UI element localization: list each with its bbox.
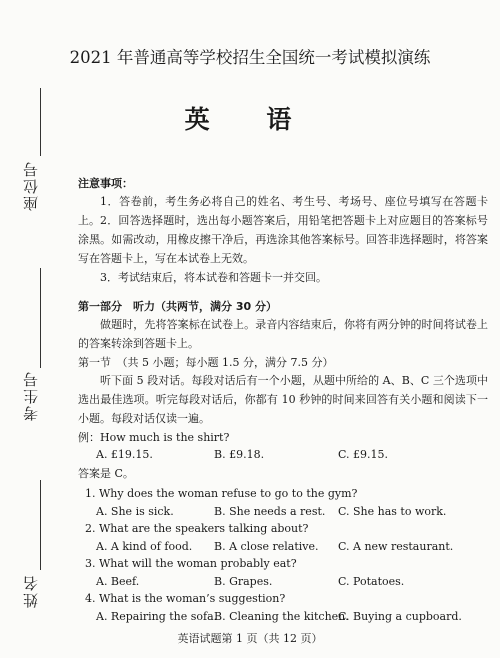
q2-option-a: A. A kind of food. <box>96 540 193 553</box>
example-answer: 答案是 C。 <box>78 467 134 480</box>
name-line <box>40 480 41 570</box>
example-question: 例：How much is the shirt? <box>78 431 230 444</box>
part1-intro: 做题时，先将答案标在试卷上。录音内容结束后，你将有两分钟的时间将试卷上的答案转涂到答题卡上。 <box>78 318 488 350</box>
example-option-b: B. £9.18. <box>214 448 265 461</box>
candidate-number-line <box>40 268 41 368</box>
page-footer: 英语试题第 1 页（共 12 页） <box>177 632 323 645</box>
example-option-a: A. £19.15. <box>96 448 153 461</box>
notice-item-2: 2．回答选择题时，选出每小题答案后，用铅笔把答题卡上对应题目的答案标号涂黑。如需改动，用橡皮擦干净后，再选涂其他答案标号。回答非选择题时，将答案写在答题卡上，写在本试卷上无效。 <box>78 214 488 265</box>
q2-option-b: B. A close relative. <box>214 540 319 553</box>
question-3: 3. What will the woman probably eat? <box>85 557 297 570</box>
q1-option-a: A. She is sick. <box>96 505 174 518</box>
question-4: 4. What is the woman’s suggestion? <box>85 592 286 605</box>
candidate-number-label: 考生号 <box>22 370 40 421</box>
q4-option-a: A. Repairing the sofa. <box>96 610 218 623</box>
q1-option-b: B. She needs a rest. <box>214 505 326 518</box>
q2-option-c: C. A new restaurant. <box>338 540 454 553</box>
part1-heading: 第一部分 听力（共两节，满分 30 分） <box>78 300 277 313</box>
section1-intro: 听下面 5 段对话。每段对话后有一个小题，从题中所给的 A、B、C 三个选项中选出最佳选项。听完每段对话后，你都有 10 秒钟的时间来回答有关小题和阅读下一小题。每段对话仅读一遍。 <box>78 374 488 425</box>
question-2: 2. What are the speakers talking about? <box>85 522 309 535</box>
subject-title: 英 语 <box>184 105 316 134</box>
q1-option-c: C. She has to work. <box>338 505 447 518</box>
q3-option-b: B. Grapes. <box>214 575 273 588</box>
notice-item-1: 1．答卷前，考生务必将自己的姓名、考生号、考场号、座位号填写在答题卡上。 <box>78 195 488 227</box>
question-1: 1. Why does the woman refuse to go to the gym? <box>85 487 358 500</box>
q3-option-c: C. Potatoes. <box>338 575 405 588</box>
notice-item-3: 3．考试结束后，将本试卷和答题卡一并交回。 <box>100 271 327 284</box>
section1-heading: 第一节 （共 5 小题；每小题 1.5 分，满分 7.5 分） <box>78 356 334 369</box>
q4-option-c: C. Buying a cupboard. <box>338 610 462 623</box>
q3-option-a: A. Beef. <box>96 575 140 588</box>
notice-heading: 注意事项： <box>78 177 133 190</box>
example-option-c: C. £9.15. <box>338 448 389 461</box>
q4-option-b: B. Cleaning the kitchen. <box>214 610 349 623</box>
name-label: 姓名 <box>22 574 40 608</box>
exam-title: 2021 年普通高等学校招生全国统一考试模拟演练 <box>69 48 431 67</box>
seat-number-label: 座位号 <box>22 160 40 211</box>
